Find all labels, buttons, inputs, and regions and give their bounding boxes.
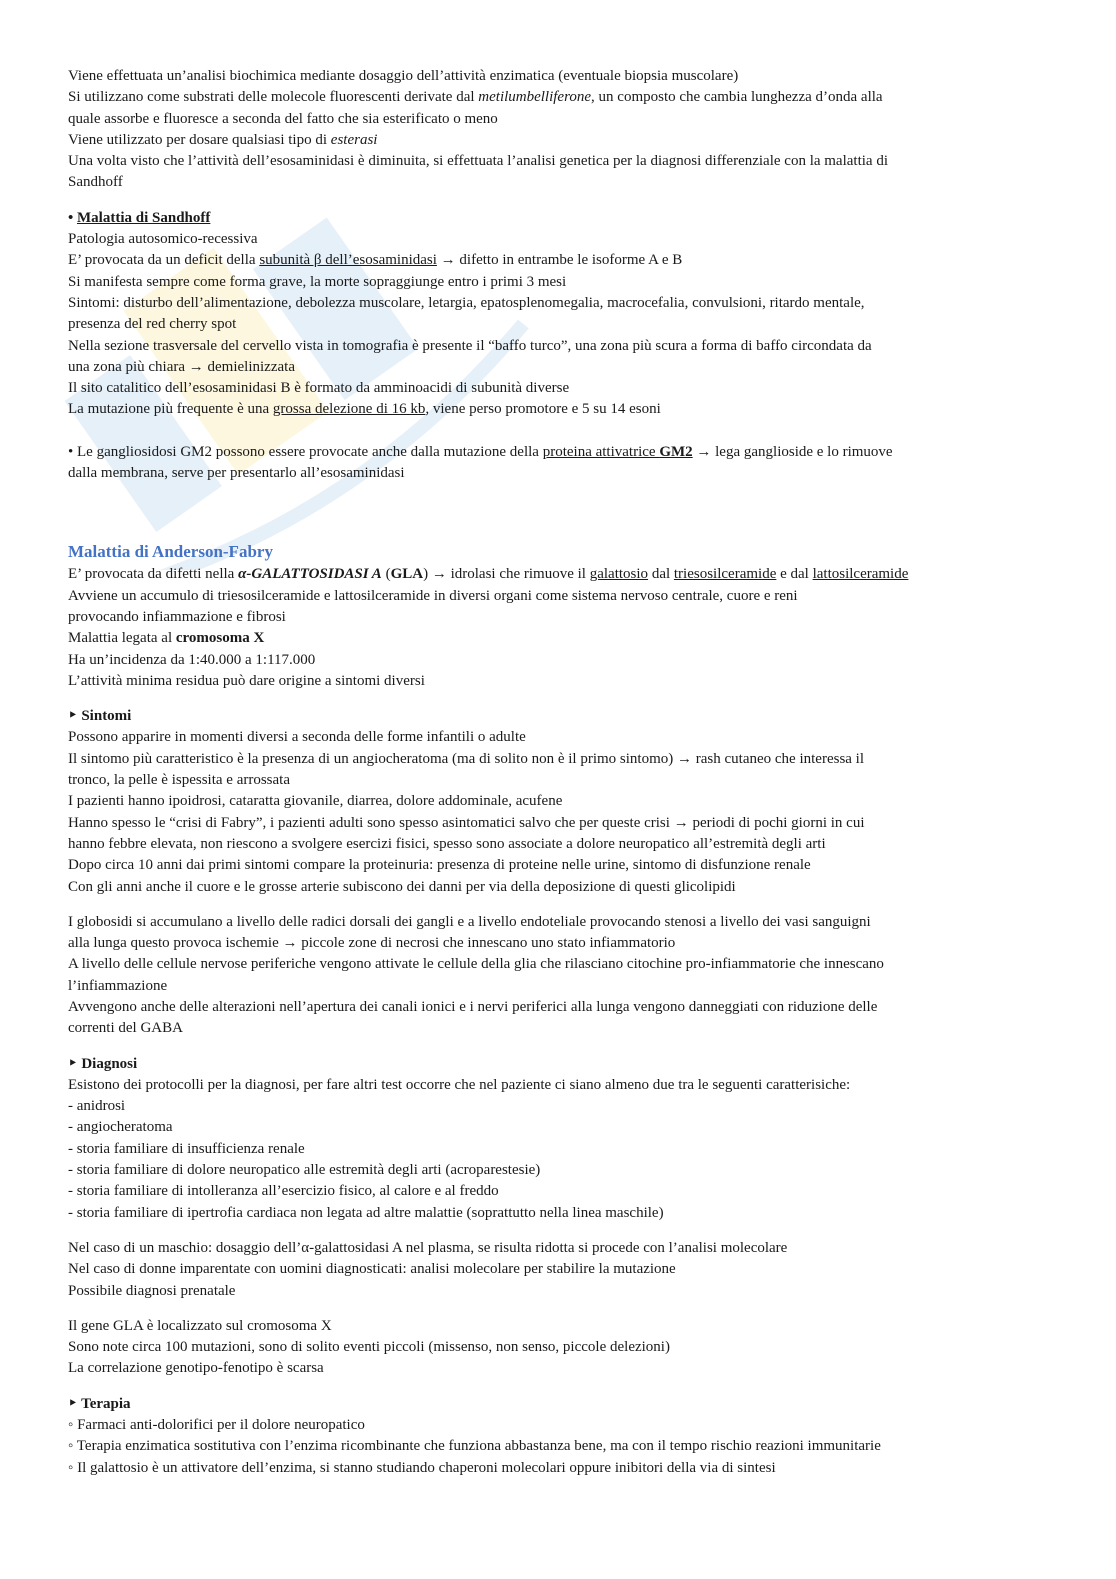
text-line: Esistono dei protocolli per la diagnosi, per fare altri test occorre che nel paziente ci siano almeno due tra le seguenti caratterisiche: bbox=[68, 1076, 851, 1093]
subheading-sintomi: ‣ Sintomi bbox=[68, 708, 132, 725]
text-line: Possibile diagnosi prenatale bbox=[68, 1282, 236, 1299]
text-line: Sintomi: disturbo dell’alimentazione, debolezza muscolare, letargia, epatosplenomegalia, macrocefalia, convulsioni, ritardo mentale, bbox=[68, 294, 865, 311]
document-page bbox=[68, 66, 1048, 1479]
text-line: una zona più chiara → demielinizzata bbox=[68, 358, 295, 375]
list-item: ◦ Farmaci anti-dolorifici per il dolore neuropatico bbox=[68, 1417, 365, 1434]
text-line: Il sintomo più caratteristico è la presenza di un angiocheratoma (ma di solito non è il primo sintomo) → rash cutaneo che interessa il bbox=[68, 750, 865, 767]
gene-gla-paragraph bbox=[68, 1316, 1048, 1380]
text-line: tronco, la pelle è ispessita e arrossata bbox=[68, 772, 290, 789]
list-item: - angiocheratoma bbox=[68, 1119, 173, 1136]
text-line: Una volta visto che l’attività dell’esosaminidasi è diminuita, si effettuata l’analisi genetica per la diagnosi differenziale con la malattia di bbox=[68, 153, 888, 170]
text-line: Viene effettuata un’analisi biochimica mediante dosaggio dell’attività enzimatica (eventuale biopsia muscolare) bbox=[68, 68, 739, 84]
text-line: Patologia autosomico-recessiva bbox=[68, 231, 258, 248]
text-line: correnti del GABA bbox=[68, 1020, 183, 1037]
text-line: hanno febbre elevata, non riescono a svolgere esercizi fisici, spesso sono associate a dolore neuropatico all’estremità degli arti bbox=[68, 835, 826, 852]
text-line: Con gli anni anche il cuore e le grosse arterie subiscono dei danni per via della deposizione di questi glicolipidi bbox=[68, 878, 736, 895]
list-item: ◦ Terapia enzimatica sostitutiva con l’enzima ricombinante che funziona abbastanza bene, ma con il tempo rischio reazioni immunitarie bbox=[68, 1438, 881, 1455]
globosidi-paragraph bbox=[68, 912, 1048, 1040]
section-heading-fabry: Malattia di Anderson-Fabry bbox=[68, 542, 273, 562]
text-line: Si utilizzano come substrati delle molecole fluorescenti derivate dal metilumbelliferone, un composto che cambia lunghezza d’onda alla bbox=[68, 89, 883, 106]
text-line: provocando infiammazione e fibrosi bbox=[68, 608, 286, 625]
text-line: La correlazione genotipo-fenotipo è scarsa bbox=[68, 1360, 324, 1377]
text-line: I pazienti hanno ipoidrosi, cataratta giovanile, diarrea, dolore addominale, acufene bbox=[68, 793, 563, 810]
text-line: presenza del red cherry spot bbox=[68, 316, 237, 333]
text-line: Dopo circa 10 anni dai primi sintomi compare la proteinuria: presenza di proteine nelle urine, sintomo di disfunzione renale bbox=[68, 857, 811, 874]
text-line: Possono apparire in momenti diversi a seconda delle forme infantili o adulte bbox=[68, 729, 526, 746]
diagnosi-section bbox=[68, 1054, 1048, 1224]
text-line: Avviene un accumulo di triesosilceramide e lattosilceramide in diversi organi come sistema nervoso centrale, cuore e reni bbox=[68, 587, 798, 604]
text-line: dalla membrana, serve per presentarlo all’esosaminidasi bbox=[68, 465, 405, 482]
text-line: A livello delle cellule nervose periferiche vengono attivate le cellule della glia che rilasciano citochine pro-infiammatorie che innescano bbox=[68, 956, 884, 973]
text-line: Nella sezione trasversale del cervello vista in tomografia è presente il “baffo turco”, una zona più scura a forma di baffo circondata da bbox=[68, 337, 872, 354]
list-item: - storia familiare di ipertrofia cardiaca non legata ad altre malattie (soprattutto nella linea maschile) bbox=[68, 1204, 664, 1221]
gm2-paragraph bbox=[68, 442, 1048, 485]
list-item: - storia familiare di dolore neuropatico alle estremità degli arti (acroparestesie) bbox=[68, 1162, 541, 1179]
text-line: Sono note circa 100 mutazioni, sono di solito eventi piccoli (missenso, non senso, piccole delezioni) bbox=[68, 1339, 670, 1356]
text-line: L’attività minima residua può dare origine a sintomi diversi bbox=[68, 672, 425, 689]
text-line: La mutazione più frequente è una grossa delezione di 16 kb, viene perso promotore e 5 su 14 esoni bbox=[68, 401, 661, 418]
text-line: Sandhoff bbox=[68, 174, 123, 191]
text-line: Hanno spesso le “crisi di Fabry”, i pazienti adulti sono spesso asintomatici salvo che per queste crisi → periodi di pochi giorni in cui bbox=[68, 814, 865, 831]
sandhoff-section bbox=[68, 208, 1048, 421]
list-item: - anidrosi bbox=[68, 1098, 126, 1115]
text-line: Il sito catalitico dell’esosaminidasi B è formato da amminoacidi di subunità diverse bbox=[68, 380, 570, 397]
sintomi-section bbox=[68, 706, 1048, 898]
text-line: Ha un’incidenza da 1:40.000 a 1:117.000 bbox=[68, 651, 316, 668]
fabry-section bbox=[68, 541, 1048, 692]
text-line: Nel caso di donne imparentate con uomini diagnosticati: analisi molecolare per stabilire la mutazione bbox=[68, 1261, 676, 1278]
diagnosi-maschio-paragraph bbox=[68, 1238, 1048, 1302]
text-line: Il gene GLA è localizzato sul cromosoma X bbox=[68, 1317, 332, 1334]
list-item: ◦ Il galattosio è un attivatore dell’enzima, si stanno studiando chaperoni molecolari oppure inibitori della via di sintesi bbox=[68, 1459, 776, 1476]
text-line: l’infiammazione bbox=[68, 977, 168, 994]
text-line: I globosidi si accumulano a livello delle radici dorsali dei gangli e a livello endoteliale provocando stenosi a livello dei vasi sanguigni bbox=[68, 913, 871, 930]
text-line: Si manifesta sempre come forma grave, la morte sopraggiunge entro i primi 3 mesi bbox=[68, 273, 567, 290]
text-line: E’ provocata da un deficit della subunità β dell’esosaminidasi → difetto in entrambe le isoforme A e B bbox=[68, 252, 683, 269]
text-line: Malattia legata al cromosoma X bbox=[68, 630, 265, 647]
text-line: Viene utilizzato per dosare qualsiasi tipo di esterasi bbox=[68, 131, 378, 148]
subheading-terapia: ‣ Terapia bbox=[68, 1395, 131, 1412]
text-line: quale assorbe e fluoresce a seconda del fatto che sia esterificato o meno bbox=[68, 110, 498, 127]
text-line: Avvengono anche delle alterazioni nell’apertura dei canali ionici e i nervi periferici alla lunga vengono danneggiati con riduzione delle bbox=[68, 998, 878, 1015]
terapia-section bbox=[68, 1394, 1048, 1479]
text-line: E’ provocata da difetti nella α-GALATTOSIDASI A (GLA) → idrolasi che rimuove il galattosio dal triesosilceramide e dal lattosilceramide bbox=[68, 566, 909, 583]
intro-paragraph bbox=[68, 66, 1048, 194]
text-line: Nel caso di un maschio: dosaggio dell’α-galattosidasi A nel plasma, se risulta ridotta si procede con l’analisi molecolare bbox=[68, 1239, 788, 1256]
list-item: - storia familiare di intolleranza all’esercizio fisico, al calore e al freddo bbox=[68, 1183, 499, 1200]
text-line: • Le gangliosidosi GM2 possono essere provocate anche dalla mutazione della proteina attivatrice GM2 → lega ganglioside e lo rimuove bbox=[68, 443, 893, 460]
sandhoff-heading: • Malattia di Sandhoff bbox=[68, 209, 211, 226]
text-line: alla lunga questo provoca ischemie → piccole zone di necrosi che innescano uno stato infiammatorio bbox=[68, 935, 676, 952]
subheading-diagnosi: ‣ Diagnosi bbox=[68, 1055, 138, 1072]
list-item: - storia familiare di insufficienza renale bbox=[68, 1140, 305, 1157]
